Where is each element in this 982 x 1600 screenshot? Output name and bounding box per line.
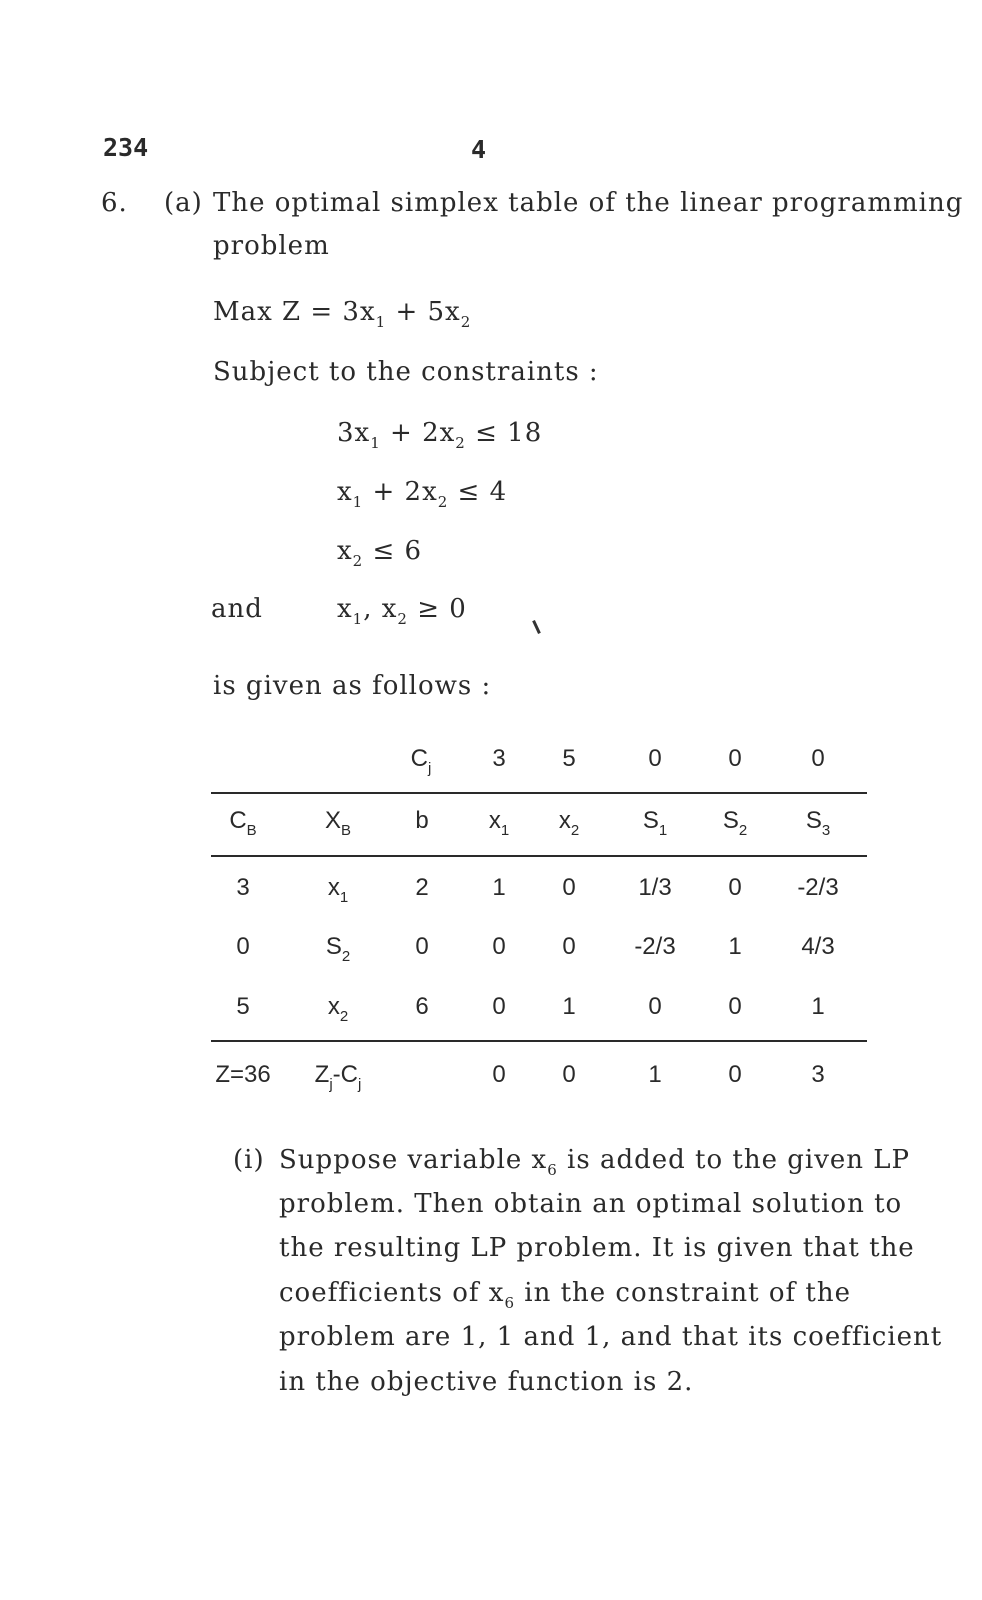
stray-mark: [532, 620, 541, 634]
subquestion-line: problem are 1, 1 and 1, and that its coefficient: [279, 1322, 943, 1352]
sheet-number: 4: [471, 135, 487, 164]
value-cell: 0: [728, 1061, 742, 1088]
b-cell: 2: [415, 874, 429, 901]
value-cell: 1: [728, 933, 742, 960]
question-part: (a): [164, 188, 203, 218]
subquestion-line: the resulting LP problem. It is given that the: [279, 1233, 915, 1263]
value-cell: 0: [492, 993, 506, 1020]
cj-value: 0: [648, 745, 662, 772]
b-cell: 0: [415, 933, 429, 960]
subquestion-label: (i): [233, 1145, 265, 1175]
subquestion-line: Suppose variable $x_6$ is added to the given LP: [279, 1145, 911, 1179]
table-rule-bottom: [211, 1040, 867, 1042]
value-cell: 1: [562, 993, 576, 1020]
value-cell: 0: [728, 874, 742, 901]
intro-line-1: The optimal simplex table of the linear programming: [213, 188, 964, 218]
value-cell: -2/3: [634, 933, 676, 960]
header-x1: $x_1$: [488, 807, 510, 839]
table-rule-header: [211, 855, 867, 857]
value-cell: 0: [492, 1061, 506, 1088]
value-cell: 1/3: [638, 874, 672, 901]
value-cell: 0: [562, 1061, 576, 1088]
cb-cell: 3: [236, 874, 250, 901]
value-cell: 3: [811, 1061, 825, 1088]
objective-function: Max $Z = 3x_1 + 5x_2$: [213, 297, 472, 331]
header-cb: $C_B$: [229, 807, 257, 839]
value-cell: 0: [562, 933, 576, 960]
cj-value: 0: [811, 745, 825, 772]
cb-cell: 5: [236, 993, 250, 1020]
constraint-3: $x_2 \le 6$: [337, 536, 423, 570]
header-b: b: [415, 807, 429, 834]
value-cell: 1: [811, 993, 825, 1020]
value-cell: 0: [728, 993, 742, 1020]
header-s2: $S_2$: [722, 807, 748, 839]
subquestion-line: problem. Then obtain an optimal solution to: [279, 1189, 903, 1219]
z-value: Z=36: [215, 1061, 271, 1088]
cb-cell: 0: [236, 933, 250, 960]
intro-line-2: problem: [213, 231, 330, 261]
constraint-2: $x_1 + 2x_2 \le 4$: [337, 477, 508, 511]
cj-label: $C_j$: [410, 745, 432, 777]
value-cell: 0: [648, 993, 662, 1020]
given-text: is given as follows :: [213, 671, 492, 701]
header-x2: $x_2$: [558, 807, 580, 839]
cj-value: 0: [728, 745, 742, 772]
cj-value: 3: [492, 745, 506, 772]
page-number: 234: [103, 133, 149, 162]
question-number: 6.: [101, 188, 128, 218]
table-rule-top: [211, 792, 867, 794]
xb-cell: $S_2$: [325, 933, 351, 965]
value-cell: 4/3: [801, 933, 835, 960]
and-label: and: [211, 594, 263, 624]
xb-cell: $x_2$: [327, 993, 349, 1025]
header-s3: $S_3$: [805, 807, 831, 839]
value-cell: 1: [492, 874, 506, 901]
value-cell: 0: [562, 874, 576, 901]
value-cell: 1: [648, 1061, 662, 1088]
subquestion-line: in the objective function is 2.: [279, 1367, 694, 1397]
constraint-1: $3x_1 + 2x_2 \le 18$: [337, 418, 543, 452]
nonnegativity: $x_1$, $x_2 \ge 0$: [337, 594, 467, 628]
subquestion-line: coefficients of $x_6$ in the constraint of the: [279, 1278, 851, 1312]
b-cell: 6: [415, 993, 429, 1020]
xb-cell: $x_1$: [327, 874, 349, 906]
zj-cj-label: $Z_j-C_j$: [314, 1061, 362, 1093]
value-cell: 0: [492, 933, 506, 960]
header-xb: $X_B$: [324, 807, 352, 839]
value-cell: -2/3: [797, 874, 839, 901]
subject-to: Subject to the constraints :: [213, 357, 599, 387]
cj-value: 5: [562, 745, 576, 772]
header-s1: $S_1$: [642, 807, 668, 839]
